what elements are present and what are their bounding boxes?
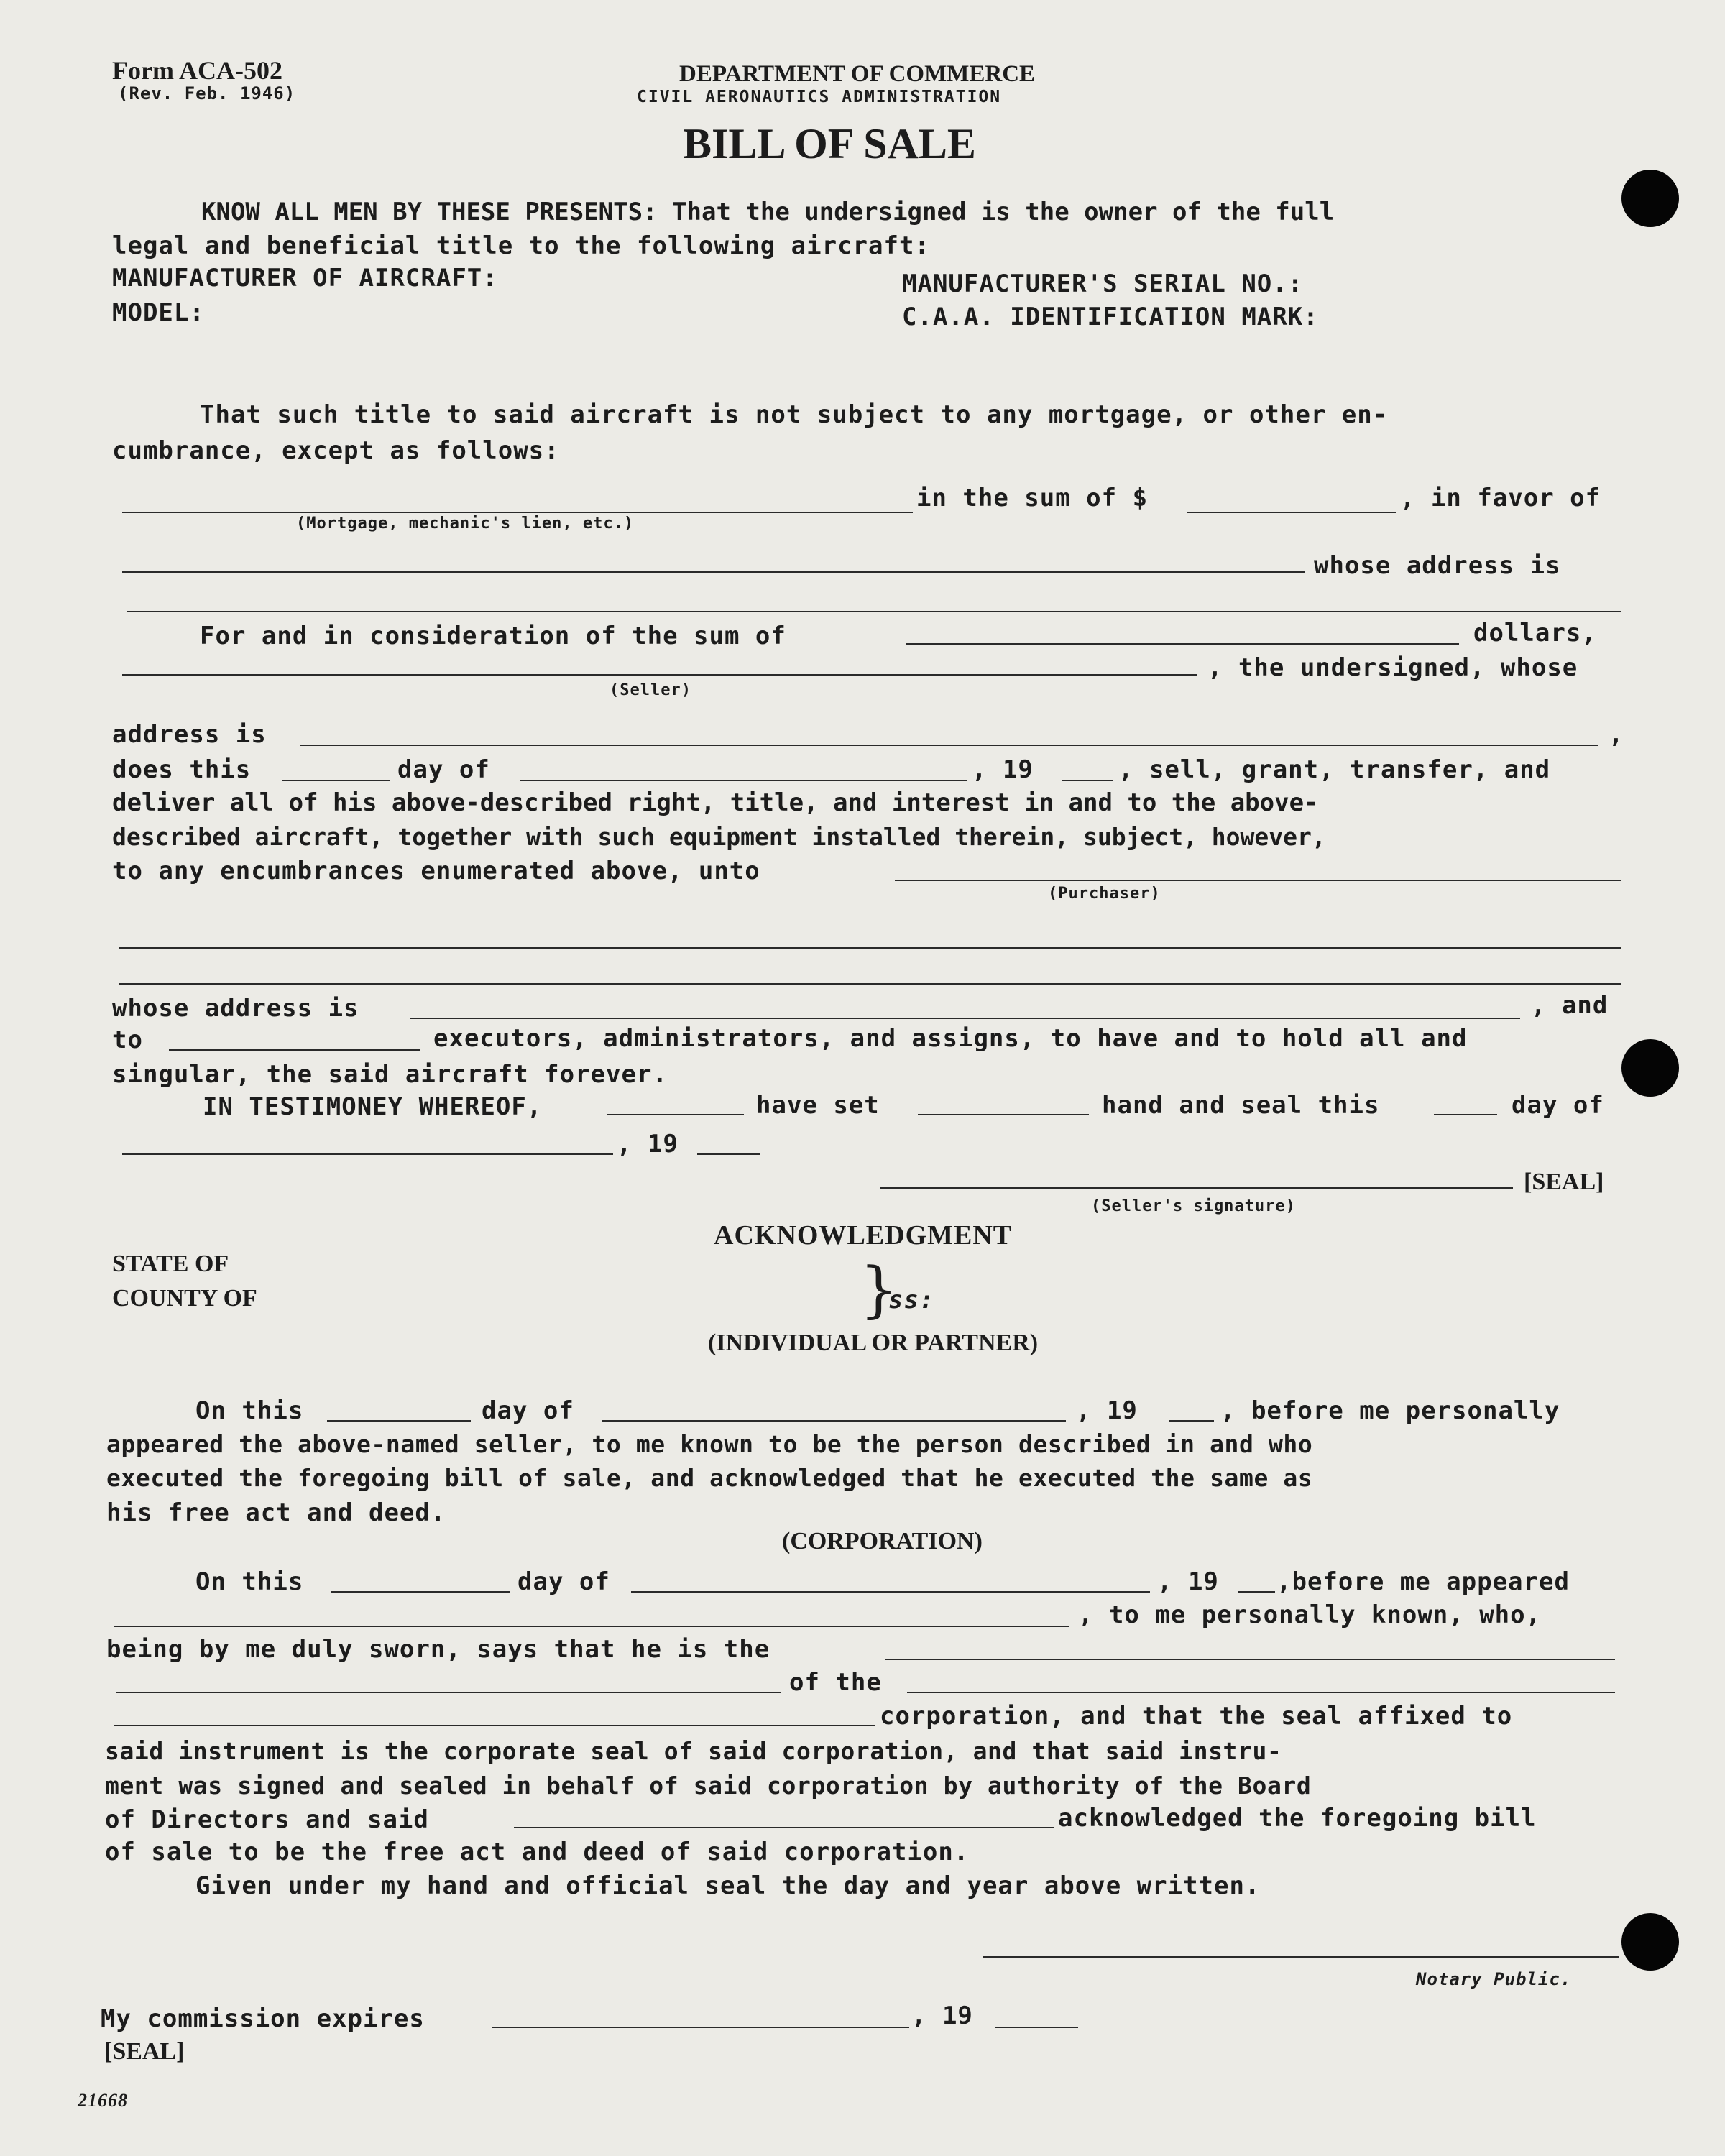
heirs-field[interactable] <box>169 1049 420 1051</box>
have-set-label: have set <box>756 1091 880 1120</box>
seller-name-field[interactable] <box>122 674 1197 676</box>
ind-day-of-label: day of <box>482 1396 574 1425</box>
purchaser-address-label: whose address is <box>112 994 359 1023</box>
encumbrance-type-caption: (Mortgage, mechanic's lien, etc.) <box>296 515 635 533</box>
punch-hole-bottom <box>1622 1913 1679 1971</box>
ind-before-me: , before me personally <box>1220 1396 1560 1425</box>
manufacturer-label: MANUFACTURER OF AIRCRAFT: <box>112 264 498 292</box>
in-sum-of-label: in the sum of $ <box>916 484 1149 512</box>
corp-name-field[interactable] <box>907 1692 1615 1693</box>
executors-clause: executors, administrators, and assigns, to have and to hold all and <box>433 1024 1468 1053</box>
commission-label: My commission expires <box>101 2004 425 2033</box>
testimony-year-field[interactable] <box>697 1153 760 1155</box>
corp-day-field[interactable] <box>331 1591 510 1593</box>
sale-year-prefix: , 19 <box>972 755 1034 784</box>
ind-line-4: his free act and deed. <box>106 1498 446 1527</box>
state-of-label: STATE OF <box>112 1250 229 1277</box>
corp-of-the: of the <box>789 1668 882 1697</box>
consideration-label: For and in consideration of the sum of <box>200 622 786 650</box>
corp-day-of-label: day of <box>518 1567 610 1596</box>
in-favor-of-label: , in favor of <box>1400 484 1601 512</box>
singular-clause: singular, the said aircraft forever. <box>112 1060 668 1089</box>
identification-mark-label: C.A.A. IDENTIFICATION MARK: <box>902 303 1319 331</box>
undersigned-label: , the undersigned, whose <box>1208 653 1578 682</box>
encumbrance-amount-field[interactable] <box>1187 512 1396 513</box>
county-of-label: COUNTY OF <box>112 1285 257 1312</box>
corp-line-said: said instrument is the corporate seal of said corporation, and that said instru- <box>105 1737 1282 1765</box>
individual-heading: (INDIVIDUAL OR PARTNER) <box>708 1330 1039 1356</box>
described-line: described aircraft, together with such equipment installed therein, subject, however, <box>112 823 1326 851</box>
seller-seal: [SEAL] <box>1524 1169 1604 1195</box>
encumbrance-line-2: cumbrance, except as follows: <box>112 436 560 465</box>
purchaser-name-field[interactable] <box>895 880 1621 881</box>
ind-day-field[interactable] <box>327 1420 471 1422</box>
seller-caption: (Seller) <box>610 681 691 699</box>
ind-line-3: executed the foregoing bill of sale, and acknowledged that he executed the same as <box>106 1464 1313 1492</box>
acknowledgment-title: ACKNOWLEDGMENT <box>714 1220 1013 1250</box>
ss-label: ss: <box>888 1286 935 1314</box>
corp-year-prefix: , 19 <box>1157 1567 1219 1596</box>
corporation-heading: (CORPORATION) <box>782 1528 983 1554</box>
model-label: MODEL: <box>112 298 205 327</box>
ind-on-this-label: On this <box>196 1396 304 1425</box>
corp-sworn: being by me duly sworn, says that he is the <box>106 1635 770 1664</box>
corp-acknowledged: acknowledged the foregoing bill <box>1058 1804 1537 1833</box>
notary-public-caption: Notary Public. <box>1416 1969 1572 1989</box>
purchaser-caption: (Purchaser) <box>1048 885 1161 903</box>
encumbrance-line-1: That such title to said aircraft is not subject to any mortgage, or other en- <box>200 400 1389 429</box>
purchaser-name-field-3[interactable] <box>119 983 1622 985</box>
encumbrance-whose-address-label: whose address is <box>1314 551 1561 580</box>
administration-name: CIVIL AERONAUTICS ADMINISTRATION <box>637 88 1002 106</box>
and-label: , and <box>1531 991 1609 1020</box>
commission-year-prefix: , 19 <box>911 2001 973 2030</box>
sale-month-field[interactable] <box>520 780 967 781</box>
notary-seal: [SEAL] <box>104 2038 185 2065</box>
encumbrance-address-field[interactable] <box>126 611 1622 612</box>
intro-text-1: KNOW ALL MEN BY THESE PRESENTS: That the undersigned is the owner of the full <box>201 198 1335 226</box>
seller-address-field[interactable] <box>300 745 1598 746</box>
intro-line-2: legal and beneficial title to the following aircraft: <box>112 231 930 260</box>
department-name: DEPARTMENT OF COMMERCE <box>679 61 1036 87</box>
consideration-sum-field[interactable] <box>906 643 1459 645</box>
punch-hole-top <box>1622 170 1679 227</box>
intro-line-1 <box>201 200 1622 224</box>
testimony-day-field[interactable] <box>1434 1114 1497 1115</box>
testimony-year-prefix: , 19 <box>617 1130 678 1158</box>
encumbrance-type-field[interactable] <box>122 512 913 513</box>
corp-year-field[interactable] <box>1238 1591 1275 1593</box>
ind-month-field[interactable] <box>602 1420 1066 1422</box>
corp-on-this-label: On this <box>196 1567 304 1596</box>
notary-signature-field[interactable] <box>983 1956 1619 1958</box>
corp-officer-name-field[interactable] <box>114 1626 1070 1627</box>
brace-mark: } <box>860 1254 898 1325</box>
corp-month-field[interactable] <box>631 1591 1150 1593</box>
ind-year-prefix: , 19 <box>1076 1396 1138 1425</box>
corp-directors: of Directors and said <box>105 1805 429 1834</box>
testimony-month-field[interactable] <box>122 1153 613 1155</box>
form-number: Form ACA-502 <box>112 56 282 85</box>
serial-number-label: MANUFACTURER'S SERIAL NO.: <box>902 270 1304 298</box>
ind-year-field[interactable] <box>1169 1420 1214 1422</box>
seller-signature-field[interactable] <box>880 1187 1513 1189</box>
corp-line-ment: ment was signed and sealed in behalf of said corporation by authority of the Board <box>105 1772 1312 1800</box>
given-clause: Given under my hand and official seal the day and year above written. <box>196 1871 1261 1900</box>
testimony-party-field[interactable] <box>607 1114 744 1115</box>
deliver-text: deliver all of his above-described right, title, and interest in and to the above- <box>112 788 1319 817</box>
seller-address-comma: , <box>1609 720 1624 749</box>
encumbrance-favor-field[interactable] <box>122 571 1305 573</box>
testimony-label: IN TESTIMONEY WHEREOF, <box>203 1092 543 1121</box>
print-code: 21668 <box>78 2090 128 2111</box>
dollars-label: dollars, <box>1473 619 1597 648</box>
sale-day-field[interactable] <box>282 780 390 781</box>
corp-officer-name-field-2[interactable] <box>514 1827 1054 1828</box>
corp-before-me: ,before me appeared <box>1276 1567 1570 1596</box>
form-revision: (Rev. Feb. 1946) <box>118 83 296 103</box>
corp-name-field-2[interactable] <box>114 1725 875 1726</box>
sale-year-field[interactable] <box>1062 780 1113 781</box>
sell-clause: , sell, grant, transfer, and <box>1118 755 1551 784</box>
sale-day-of-label: day of <box>397 755 490 784</box>
to-label: to <box>112 1026 143 1054</box>
testimony-pronoun-field[interactable] <box>918 1114 1089 1115</box>
page-title: BILL OF SALE <box>683 120 976 167</box>
corp-known: , to me personally known, who, <box>1078 1600 1542 1629</box>
deliver-line <box>112 788 1622 817</box>
corp-officer-title-field[interactable] <box>886 1659 1615 1660</box>
corp-free-act: of sale to be the free act and deed of said corporation. <box>105 1838 970 1866</box>
ind-line-2: appeared the above-named seller, to me known to be the person described in and who <box>106 1430 1313 1458</box>
purchaser-address-field[interactable] <box>410 1018 1520 1019</box>
hand-and-seal-label: hand and seal this <box>1102 1091 1380 1120</box>
testimony-day-of-label: day of <box>1512 1091 1604 1120</box>
does-this-label: does this <box>112 755 252 784</box>
punch-hole-middle <box>1622 1039 1679 1097</box>
commission-year-field[interactable] <box>995 2027 1078 2028</box>
corp-corporation: corporation, and that the seal affixed to <box>880 1702 1513 1731</box>
seller-address-label: address is <box>112 720 267 749</box>
corp-officer-title-field-2[interactable] <box>116 1692 781 1693</box>
seller-signature-caption: (Seller's signature) <box>1091 1197 1296 1215</box>
purchaser-name-field-2[interactable] <box>119 947 1622 949</box>
unto-line: to any encumbrances enumerated above, unto <box>112 857 760 885</box>
commission-date-field[interactable] <box>492 2027 909 2028</box>
